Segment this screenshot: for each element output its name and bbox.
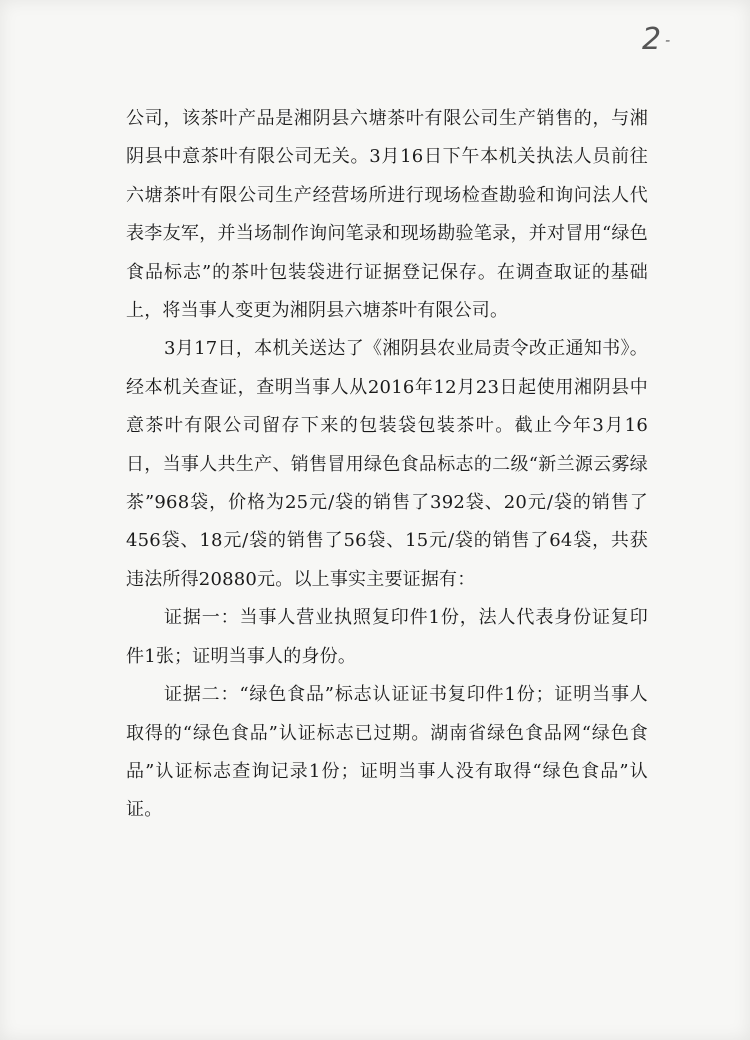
paragraph-evidence-1: 证据一：当事人营业执照复印件1份，法人代表身份证复印件1张；证明当事人的身份。 [126,607,648,667]
page-number-mark: - [665,32,673,49]
handwritten-page-number [642,22,672,57]
paragraph-findings: 3月17日，本机关送达了《湘阴县农业局责令改正通知书》。经本机关查证，查明当事人从2016年12月23日起使用湘阴县中意茶叶有限公司留存下来的包装袋包装茶叶。截止今年3月16日，当事人共生产、销售冒用绿色食品标志的二级“新兰源云雾绿茶”968袋，价格为25元/袋的销售了392袋、20元/袋的销售了456袋、18元/袋的销售了56袋、15元/袋的销售了64袋，共获违法所得20880元。以上事实主要证据有： [126,338,648,590]
paragraph-continuation: 公司，该茶叶产品是湘阴县六塘茶叶有限公司生产销售的，与湘阴县中意茶叶有限公司无关。3月16日下午本机关执法人员前往六塘茶叶有限公司生产经营场所进行现场检查勘验和询问法人代表李友军，并当场制作询问笔录和现场勘验笔录，并对冒用“绿色食品标志”的茶叶包装袋进行证据登记保存。在调查取证的基础上，将当事人变更为湘阴县六塘茶叶有限公司。 [126,108,648,322]
document-body [126,100,648,830]
page-number: 2 [642,22,664,57]
paragraph-evidence-2: 证据二：“绿色食品”标志认证证书复印件1份；证明当事人取得的“绿色食品”认证标志已过期。湖南省绿色食品网“绿色食品”认证标志查询记录1份；证明当事人没有取得“绿色食品”认证。 [126,684,648,821]
